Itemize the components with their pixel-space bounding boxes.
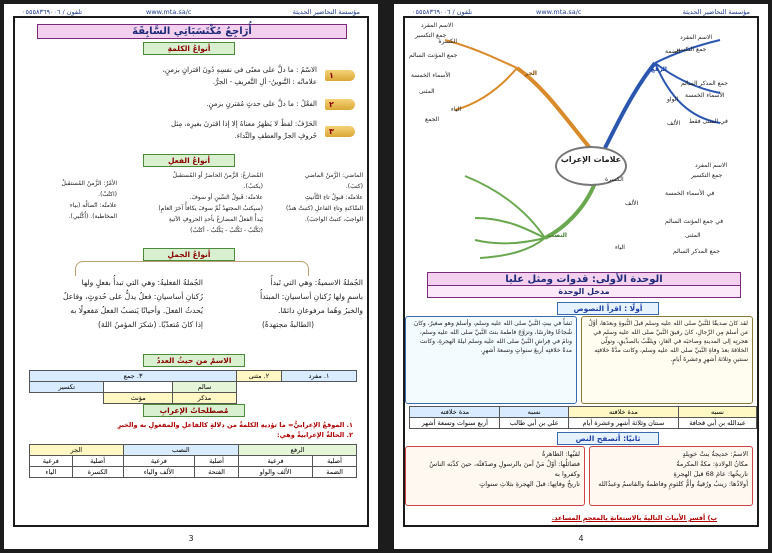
irab-r2-5: الكسرة	[72, 467, 123, 478]
kh-date: تاريخُها: عامَ 68 قبلَ الهجرةِ	[673, 470, 748, 478]
verbal-1: الجُملةُ الفعليةُ: وهي التي تبدأُ بفعلٍ ولها	[81, 278, 203, 287]
num-empty-3	[104, 382, 173, 393]
tr-5: جمع المذكر السالم	[681, 80, 728, 87]
past-5: الواجبَ، كتبتُ الواجبَ).	[304, 216, 363, 223]
org-name: مؤسسة التحاضير الحديثة	[292, 8, 360, 16]
cr-3: علي بن أبي طالب	[500, 418, 568, 429]
branch-raf	[605, 63, 655, 148]
bl-5: الكسرة	[605, 176, 624, 183]
number-arrow-2	[325, 99, 355, 110]
bl-9: جمع المذكر السالم	[673, 248, 720, 255]
khadija-box-2	[405, 446, 585, 506]
harf-line2: حُروفِ الجرِّ والعطفِ والنِّداء.	[234, 132, 317, 140]
irab-r1-4: فرعية	[123, 456, 194, 467]
ch-3: نسبه	[500, 407, 568, 418]
irab-point-2: ٢. الحالةُ الإعرابيةُ وهي:	[277, 431, 353, 439]
branch-jarr	[517, 68, 590, 148]
tl-2: جمع التكسير	[415, 32, 447, 39]
irab-r1-6: فرعية	[30, 456, 73, 467]
num-empty-1	[282, 382, 357, 393]
num-1: ١	[329, 71, 334, 80]
irab-r2-6: الياء	[30, 467, 73, 478]
imper-1: الأمْرُ: الزَّمنُ المُستقبلُ	[61, 180, 117, 187]
branch-yaa	[455, 68, 517, 110]
bl-4: الألف	[625, 200, 639, 207]
irab-r2-2: الألف والواو	[239, 467, 313, 478]
harf-def	[37, 118, 317, 142]
num-muannath: مؤنث	[104, 393, 173, 404]
tr-1: الضمة	[665, 48, 681, 55]
website-r[interactable]: www.mta.sa/c	[536, 8, 582, 16]
branch-nasb	[545, 183, 595, 238]
num-empty-5	[237, 393, 282, 404]
present-6: (نَكْتُبُ - تَكْتُبُ - يَكْتُبُ - أكتُبُ)	[190, 227, 263, 234]
irab-r2-1: الضمة	[313, 467, 357, 478]
text-ali: نَشأَ في بيتِ النَّبيِّ صلى الله عليه وسلم، وأسلمَ وهو صغيرٌ، وكانَ شُجاعًا وفارسًا، وتزوَّجَ فاطمةَ بنتَ النَّبيِّ صلى الله عليه وسلم، ونامَ في فِراشِ النَّبيِّ صلى الله عليه وسلم ليلةَ الهجرةِ، وكانت مدةُ خلافتِه أربعَ سنواتٍ وتسعةَ أشهرٍ.	[405, 316, 577, 404]
left-page-number: 3	[188, 534, 194, 543]
branch-alif2	[475, 218, 545, 238]
irab-raf: الرفع	[239, 445, 357, 456]
irab-point-1: ١. الموقعُ الإعرابيُّ= ما تؤديهِ الكلمةُ من دلالةٍ كالفاعلِ والمفعولِ به والخبرِ	[117, 421, 353, 429]
number-table	[29, 370, 357, 404]
nominal-sentence	[213, 276, 363, 332]
center-node: علامات الإعراب	[555, 146, 627, 186]
bl-3: في الأسماء الخمسة	[665, 190, 715, 197]
irab-terms-tag: مُصطلحاتُ الإعرابِ	[143, 404, 245, 417]
imper-4: المخاطبة). (اُكْتُبي).	[68, 213, 117, 220]
verbal-sentence	[17, 276, 203, 332]
ism-line2: علاماتُه : التَّنوينُ- ألِ التَّعريفِ - الجرُّ.	[212, 78, 317, 86]
unit-banner: الوحدة الأولى: قدوات ومثل عليا	[427, 272, 741, 287]
sentence-brace	[75, 261, 309, 276]
kh-place: مكانُ الولادةِ: مكةُ المكرمةُ	[676, 460, 748, 468]
bl-7: المثنى	[685, 232, 701, 239]
number-arrow-1	[325, 70, 355, 81]
node-kasra: الكسرة	[438, 38, 457, 45]
fil-def: الفعْلُ : ما دلَّ على حدثٍ مُقترنٍ بزمنٍ.	[206, 100, 317, 108]
right-frame	[403, 16, 759, 527]
ch-1: نسبه	[678, 407, 756, 418]
irab-nasb: النصب	[123, 445, 238, 456]
ch-4: مدة خلافته	[410, 407, 500, 418]
ism-def	[47, 64, 317, 88]
num-3: ٣	[329, 127, 334, 136]
phone: تلفون / ٠٥٥٥٨٣٦٩٠٠٦	[22, 8, 83, 16]
num-single: ١. مفرد	[282, 371, 357, 382]
irab-r1-3: أصلية	[195, 456, 239, 467]
kh-children: أولادُها: زينبُ ورُقيةُ وأمُّ كلثومٍ وفاطمةُ والقاسمُ وعبدُالله	[598, 480, 748, 488]
caliphs-table	[409, 406, 757, 429]
nominal-1: الجُملةُ الاسميةُ: وهي التي تَبدأُ	[270, 278, 363, 287]
node-yaa: الياء	[451, 106, 461, 113]
nominal-2: باسمٍ ولها رُكنانِ أساسيانِ: المبتدأُ	[260, 292, 363, 301]
tr-6: الأسماء الخمسة	[685, 92, 725, 99]
verb-types-tag: أنواعُ الفعلِ	[143, 154, 235, 167]
present-5: يَبدأُ الفعلُ المضارعُ بأحدِ الحروفِ الآتيةِ	[168, 216, 263, 223]
cr-4: أربع سنوات وتسعة أشهر	[410, 418, 500, 429]
left-frame	[13, 16, 369, 527]
label-raf: الرفع	[650, 66, 667, 73]
past-4: السَّاكنةِ وتاءِ الفاعلِ (كتبتْ هندٌ)	[285, 205, 363, 212]
harf-line1: الحَرْفُ: لفظٌ لا يَظهرُ معناهُ إلا إذا اقترنَ بغيرِه، مِثل	[171, 120, 317, 128]
tl-1: الاسم المفرد	[421, 22, 453, 29]
tr-4: الواو	[667, 96, 679, 103]
task-line: ب) أفسر الأبياتَ التاليةَ بالاستعانةِ بالمعجمِ المساعدِ.	[551, 514, 717, 522]
irab-r2-4: الألف والياء	[123, 467, 194, 478]
irab-table	[29, 444, 357, 478]
num-empty-2	[237, 382, 282, 393]
verbal-2: رُكنانِ أساسيانِ: فعلٌ يدلُّ على حُدوثٍ، وفاعلٌ	[63, 292, 203, 301]
phone-r: تلفون / ٠٥٥٥٨٣٦٩٠٠٦	[412, 8, 473, 16]
past-2: (كتبَ).	[345, 183, 363, 190]
branch-kasra2	[475, 238, 545, 243]
kh-death: تاريخُ وفاتِها: قبلَ الهجرةِ بثلاثِ سنواتٍ	[479, 480, 580, 488]
present-1: المُضارعُ: الزَّمنُ الحاضرُ أو المُستقبلُ	[172, 172, 263, 179]
review-banner: أُرَاجِعُ مُكْتَسَبَاتِي السَّابِقَةَ	[37, 24, 347, 39]
nominal-4: (الطالبةُ مجتهدةٌ)	[261, 320, 315, 329]
tr-7: الألف	[667, 120, 681, 127]
text-abubakr: لقد كانَ صديقًا للنَّبيِّ صلى الله عليه وسلم قبلَ النُّبوةِ وبعدَها، أوَّلُ مَن أسلمَ مِن الرِّجالِ، كانَ رفيقَ النَّبيِّ صلى الله عليه وسلم في هجرتِه إلى المدينةِ وصاحبَه في الغارِ، ويلقَّبُ بالصدِّيقِ، وتولّى الخلافةَ بعدَ وفاةِ النَّبيِّ صلى الله عليه وسلم، وكانت مدَّةُ خلافتِه سنتينِ وثلاثةَ أشهرٍ وعشرةَ أيامٍ.	[581, 316, 753, 404]
khadija-box-1	[589, 446, 753, 506]
mindmap-svg	[405, 18, 757, 268]
bl-6: في جمع المؤنث السالم	[665, 218, 724, 225]
label-nasb: النصب	[547, 232, 567, 239]
tl-6: الجمع	[425, 116, 440, 123]
num-dual: ٢. مثنى	[237, 371, 282, 382]
tl-3: جمع المؤنث السالم	[409, 52, 458, 59]
present-4: (سيكتبُ المجتهدُ ثُمَّ سوفَ يكافأُ آخرَ العامِ)	[158, 205, 263, 212]
present-2: (يكتبُ).	[243, 183, 263, 190]
num-mudhakkar: مذكر	[172, 393, 236, 404]
bl-1: الاسم المفرد	[695, 162, 727, 169]
sentence-types-tag: أنواعُ الجملِ	[143, 248, 235, 261]
imper-3: علامتُه: اتّصالُه (بياء	[69, 202, 117, 209]
left-page	[4, 4, 378, 549]
present-3: علامتُه: قَبولُ السِّينِ أو سوفَ.	[189, 194, 263, 201]
irab-jarr: الجر	[30, 445, 124, 456]
irab-r1-5: أصلية	[72, 456, 123, 467]
num-empty-6	[30, 393, 104, 404]
branch-fatha	[465, 176, 545, 238]
tr-3: جمع التكسير	[675, 46, 707, 53]
tr-8: في المثنى فقط	[689, 118, 728, 125]
num-taksir: تكسير	[30, 382, 104, 393]
irab-r1-1: أصلية	[313, 456, 357, 467]
nominal-3: والخبرُ وهُما مرفوعانِ دائمًا.	[278, 306, 363, 315]
number-tag: الاسمُ من حيثُ العددُ	[143, 354, 245, 367]
verbal-4: إذا كانَ مُتعدّيًا. (شكرَ المؤمنُ اللهَ)	[98, 320, 203, 329]
right-page	[394, 4, 768, 549]
number-arrow-3	[325, 126, 355, 137]
website[interactable]: www.mta.sa/c	[146, 8, 192, 16]
tl-5: المثنى	[419, 88, 435, 95]
past-1: الماضي: الزَّمنُ الماضي	[304, 172, 363, 179]
present-col	[123, 170, 263, 236]
irab-r1-2: فرعية	[239, 456, 313, 467]
tr-2: الاسم المفرد	[680, 34, 712, 41]
kh-title: لقبُها: الطاهرةُ	[542, 450, 580, 458]
imper-col	[17, 178, 117, 222]
org-name-r: مؤسسة التحاضير الحديثة	[682, 8, 750, 16]
cr-2: سنتان وثلاثة أشهر وعشرة أيام	[568, 418, 678, 429]
num-plural: ٣. جمع	[30, 371, 237, 382]
cr-1: عبدالله بن أبي قحافة	[678, 418, 756, 429]
past-3: علامتُه: قبولُ تاءِ التَّأنيثِ	[304, 194, 363, 201]
irab-r2-3: الفتحة	[195, 467, 239, 478]
bl-2: جمع التكسير	[691, 172, 723, 179]
verbal-3: يُحدثُ الفعلَ. وأحيانًا يَنصبُ الفعلُ مَفعولًا به	[70, 306, 203, 315]
num-empty-4	[282, 393, 357, 404]
browse-tag: ثانيًا: أتصفح النص	[557, 432, 659, 445]
read-tag: أولًا : اقرأ النصوص	[557, 302, 659, 315]
word-types-tag: أنواعُ الكلمةِ	[143, 42, 235, 55]
bl-8: الياء	[615, 244, 625, 251]
kh-name: الاسمُ: خديجةُ بنتُ خويلدٍ	[682, 450, 748, 458]
ch-2: مدة خلافته	[568, 407, 678, 418]
num-salem: سالم	[172, 382, 236, 393]
num-2: ٢	[329, 100, 334, 109]
intro-banner: مدخل الوحدة	[427, 285, 741, 298]
label-jarr: الجر	[524, 70, 537, 77]
imper-2: (اكتُبْ).	[98, 191, 117, 198]
past-col	[267, 170, 363, 225]
tl-4: الأسماء الخمسة	[411, 72, 451, 79]
kh-virtues: فضائلُها: أوّلُ مَنْ آمنَ بالرسولِ وصدّقتْه، حينَ كذّبَه الناسُ وكفروا به	[429, 460, 580, 478]
ism-line1: الاسْمُ : ما دلَّ على معنًى في نفسِهِ دُونَ اقترانٍ بزمنٍ،	[162, 66, 317, 74]
right-page-number: 4	[578, 534, 584, 543]
